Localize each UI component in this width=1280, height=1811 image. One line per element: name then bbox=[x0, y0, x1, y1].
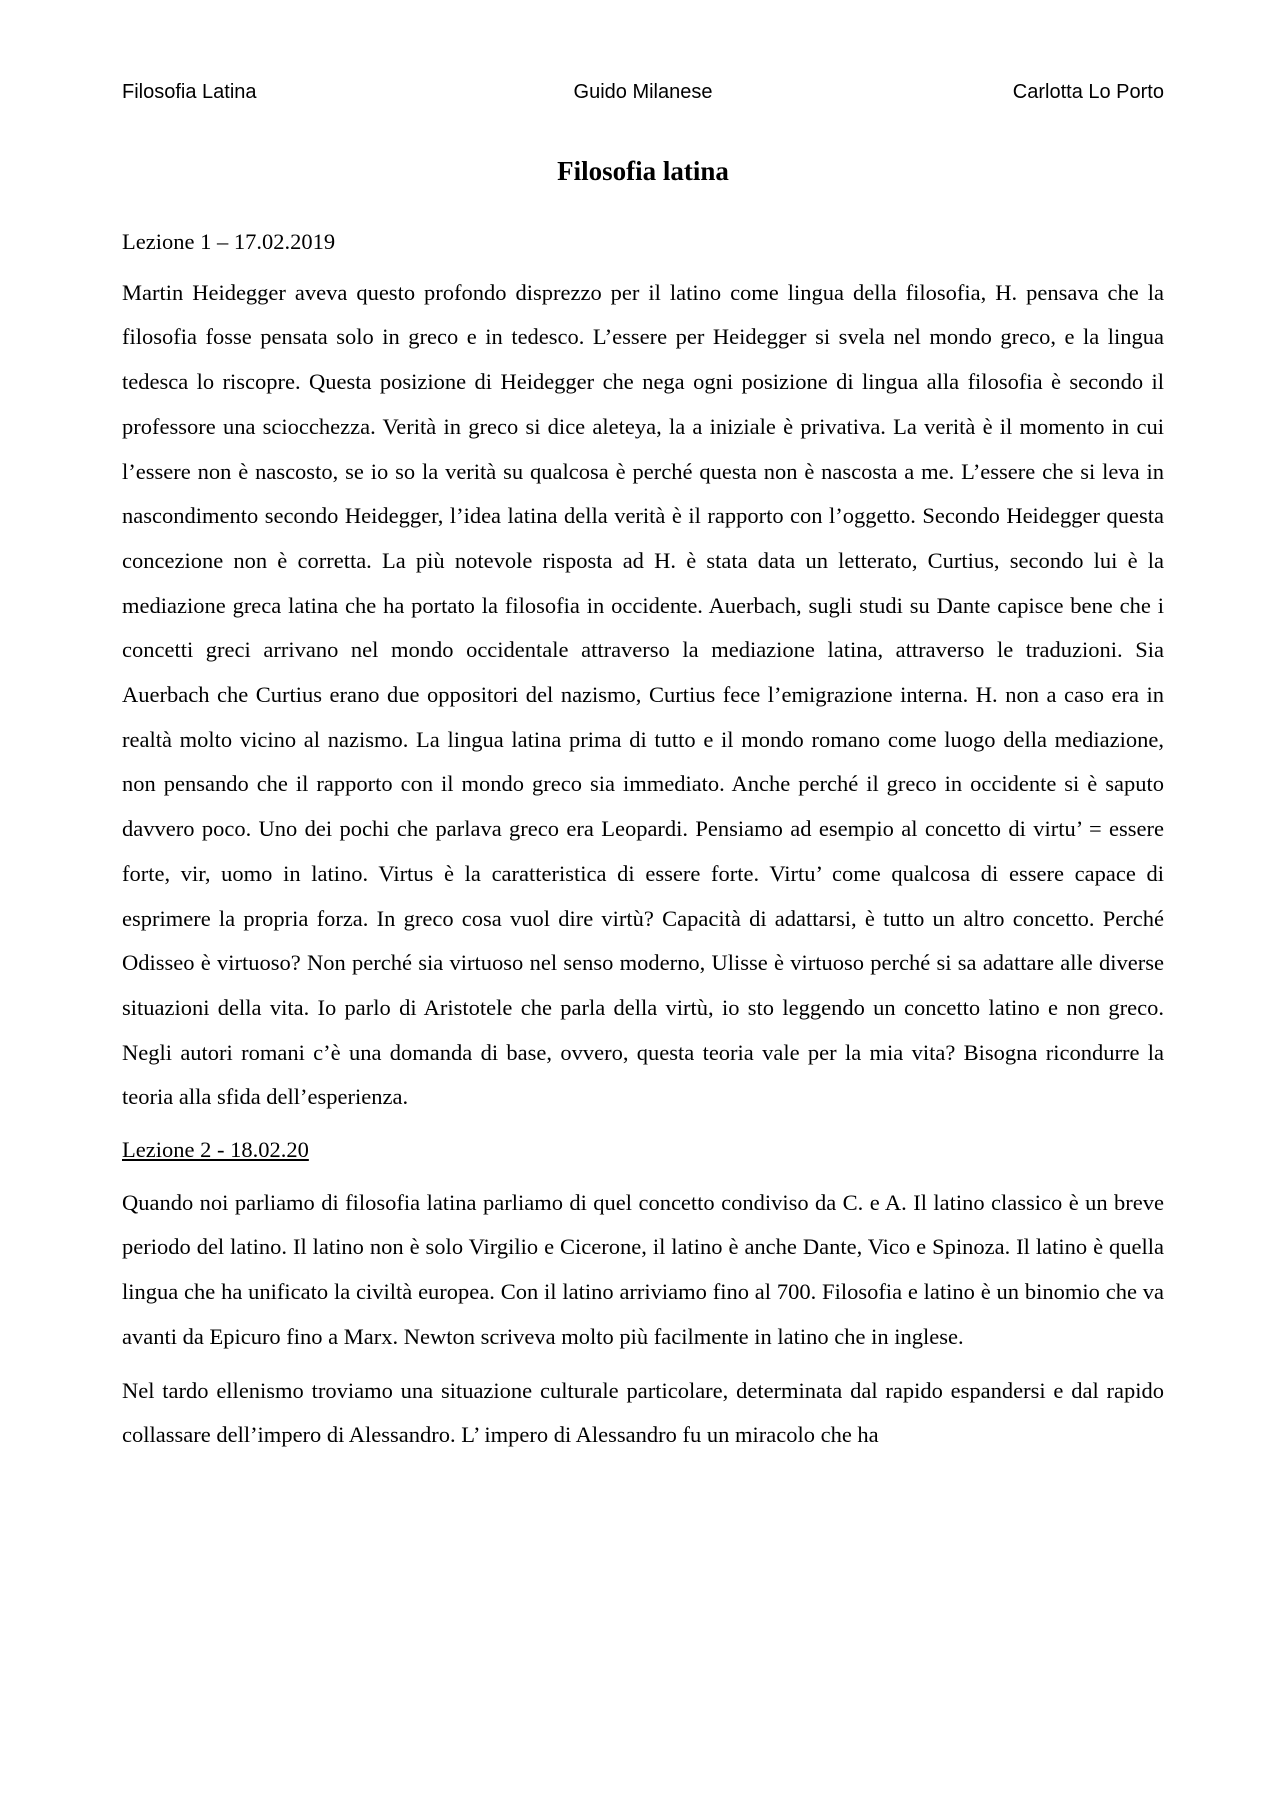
lesson-1-heading: Lezione 1 – 17.02.2019 bbox=[122, 229, 336, 254]
lesson-1-paragraph: Martin Heidegger aveva questo profondo disprezzo per il latino come lingua della filosofia, H. pensava che la filosofia fosse pensata solo in greco e in tedesco. L’essere per Heidegger si svela nel mondo greco, e la lingua tedesca lo riscopre. Questa posizione di Heidegger che nega ogni posizione di lingua alla filosofia è secondo il professore una sciocchezza. Verità in greco si dice aleteya, la a iniziale è privativa. La verità è il momento in cui l’essere non è nascosto, se io so la verità su qualcosa è perché questa non è nascosta a me. L’essere che si leva in nascondimento secondo Heidegger, l’idea latina della verità è il rapporto con l’oggetto. Secondo Heidegger questa concezione non è corretta. La più notevole risposta ad H. è stata data un letterato, Curtius, secondo lui è la mediazione greca latina che ha portato la filosofia in occidente. Auerbach, sugli studi su Dante capisce bene che i concetti greci arrivano nel mondo occidentale attraverso la mediazione latina, attraverso le traduzioni. Sia Auerbach che Curtius erano due oppositori del nazismo, Curtius fece l’emigrazione interna. H. non a caso era in realtà molto vicino al nazismo. La lingua latina prima di tutto e il mondo romano come luogo della mediazione, non pensando che il rapporto con il mondo greco sia immediato. Anche perché il greco in occidente si è saputo davvero poco. Uno dei pochi che parlava greco era Leopardi. Pensiamo ad esempio al concetto di virtu’ = essere forte, vir, uomo in latino. Virtus è la caratteristica di essere forte. Virtu’ come qualcosa di essere capace di esprimere la propria forza. In greco cosa vuol dire virtù? Capacità di adattarsi, è tutto un altro concetto. Perché Odisseo è virtuoso? Non perché sia virtuoso nel senso moderno, Ulisse è virtuoso perché si sa adattare alle diverse situazioni della vita. Io parlo di Aristotele che parla della virtù, io sto leggendo un concetto latino e non greco. Negli autori romani c’è una domanda di base, ovvero, questa teoria vale per la mia vita? Bisogna ricondurre la teoria alla sfida dell’esperienza. bbox=[122, 279, 1164, 1110]
header-professor: Guido Milanese bbox=[573, 81, 713, 103]
lesson-2-heading: Lezione 2 - 18.02.20 bbox=[122, 1137, 309, 1163]
header-course-title: Filosofia Latina bbox=[122, 81, 257, 103]
header-author: Carlotta Lo Porto bbox=[1012, 81, 1164, 103]
document-body bbox=[122, 220, 1164, 1458]
lesson-2-paragraph-1: Quando noi parliamo di filosofia latina parliamo di quel concetto condiviso da C. e A. Il latino classico è un breve periodo del latino. Il latino non è solo Virgilio e Cicerone, il latino è anche Dante, Vico e Spinoza. Il latino è quella lingua che ha unificato la civiltà europea. Con il latino arriviamo fino al 700. Filosofia e latino è un binomio che va avanti da Epicuro fino a Marx. Newton scriveva molto più facilmente in latino che in inglese. bbox=[122, 1189, 1164, 1349]
document-title: Filosofia latina bbox=[557, 156, 729, 186]
lesson-2-paragraph-2: Nel tardo ellenismo troviamo una situazione culturale particolare, determinata dal rapido espandersi e dal rapido collassare dell’impero di Alessandro. L’ impero di Alessandro fu un miracolo che ha bbox=[122, 1377, 1164, 1448]
running-header bbox=[122, 80, 1164, 104]
